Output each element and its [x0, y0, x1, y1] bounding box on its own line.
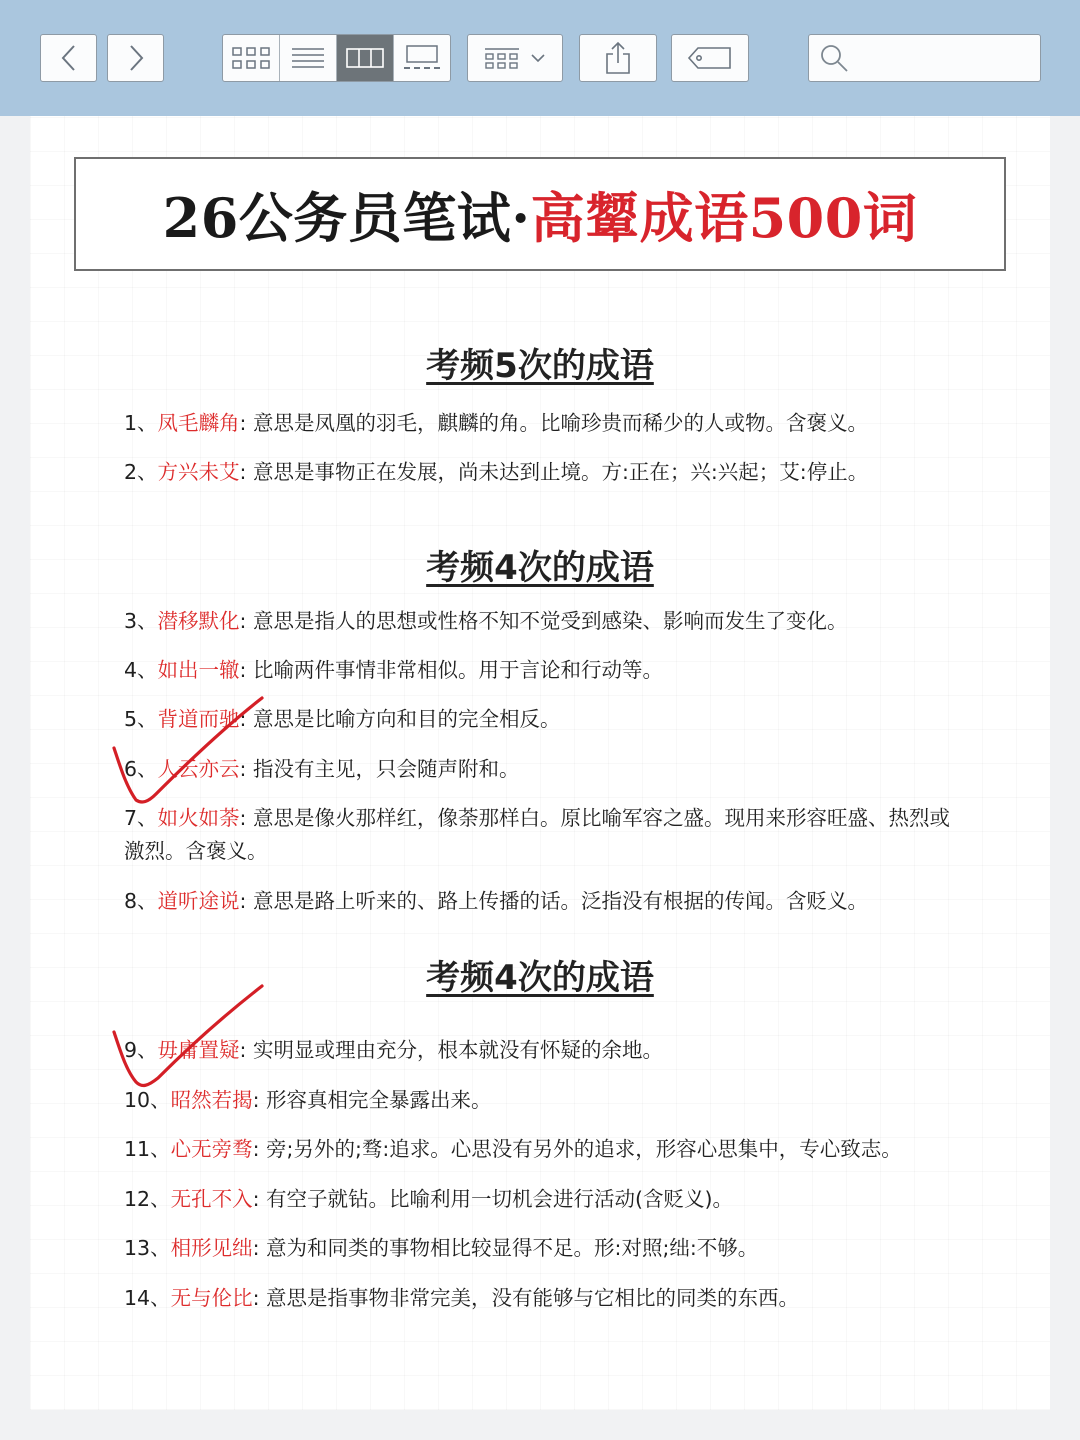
idiom: 无与伦比 [170, 1286, 253, 1310]
list-item: 13、相形见绌: 意为和同类的事物相比较显得不足。形:对照;绌:不够。 [124, 1236, 759, 1260]
idiom: 方兴未艾 [157, 460, 240, 484]
list-item: 8、道听途说: 意思是路上听来的、路上传播的话。泛指没有根据的传闻。含贬义。 [124, 889, 868, 913]
icon-view-button[interactable] [223, 35, 280, 81]
idiom: 毋庸置疑 [157, 1038, 240, 1062]
list-item: 11、心无旁骛: 旁;另外的;骛:追求。心思没有另外的追求，形容心思集中，专心致志。 [124, 1137, 902, 1161]
list-item: 3、潜移默化: 意思是指人的思想或性格不知不觉受到感染、影响而发生了变化。 [124, 609, 848, 633]
idiom: 相形见绌 [170, 1236, 253, 1260]
idiom: 如出一辙 [157, 658, 240, 682]
page-title [163, 176, 918, 253]
title-highlight: 高颦成语500词 [530, 185, 918, 250]
share-icon [603, 41, 633, 75]
group-by-button[interactable] [467, 34, 563, 82]
search-icon [819, 43, 849, 73]
list-item: 7、如火如荼: 意思是像火那样红，像荼那样白。原比喻军容之盛。现用来形容旺盛、热烈或激烈。含褒义。 [124, 806, 950, 863]
group-by-icon [484, 46, 520, 70]
column-view-button[interactable] [337, 35, 394, 81]
title-banner [74, 157, 1006, 271]
idiom: 昭然若揭 [170, 1088, 253, 1112]
list-view-button[interactable] [280, 35, 337, 81]
list-item: 9、毋庸置疑: 实明显或理由充分，根本就没有怀疑的余地。 [124, 1038, 663, 1062]
list-item: 12、无孔不入: 有空子就钻。比喻利用一切机会进行活动(含贬义)。 [124, 1187, 734, 1211]
idiom: 人云亦云 [157, 757, 240, 781]
idiom: 背道而驰 [157, 707, 240, 731]
list-item: 2、方兴未艾: 意思是事物正在发展，尚未达到止境。方:正在；兴:兴起；艾:停止。 [124, 460, 869, 484]
forward-button[interactable] [107, 34, 164, 82]
icon-grid-view-icon [231, 45, 271, 71]
list-item: 4、如出一辙: 比喻两件事情非常相似。用于言论和行动等。 [124, 658, 663, 682]
idiom: 无孔不入 [170, 1187, 253, 1211]
section-heading: 考频4次的成语 [426, 958, 654, 998]
list-item: 10、昭然若揭: 形容真相完全暴露出来。 [124, 1088, 492, 1112]
section-heading: 考频4次的成语 [426, 548, 654, 588]
share-button[interactable] [579, 34, 657, 82]
section-heading: 考频5次的成语 [426, 346, 654, 386]
list-view-icon [291, 46, 325, 70]
column-view-icon [345, 46, 385, 70]
list-item: 14、无与伦比: 意思是指事物非常完美，没有能够与它相比的同类的东西。 [124, 1286, 800, 1310]
idiom: 潜移默化 [157, 609, 240, 633]
list-item: 5、背道而驰: 意思是比喻方向和目的完全相反。 [124, 707, 561, 731]
list-item: 1、凤毛麟角: 意思是凤凰的羽毛，麒麟的角。比喻珍贵而稀少的人或物。含褒义。 [124, 411, 868, 435]
chevron-down-icon [530, 52, 546, 64]
tag-button[interactable] [671, 34, 749, 82]
list-item: 6、人云亦云: 指没有主见，只会随声附和。 [124, 757, 520, 781]
chevron-left-icon [59, 43, 79, 73]
idiom: 凤毛麟角 [157, 411, 240, 435]
back-button[interactable] [40, 34, 97, 82]
search-field[interactable] [808, 34, 1041, 82]
idiom: 心无旁骛 [170, 1137, 253, 1161]
document-page [30, 116, 1050, 1410]
finder-toolbar [0, 0, 1080, 116]
title-prefix: 26公务员笔试· [162, 185, 531, 250]
view-mode-segmented-control [222, 34, 451, 82]
chevron-right-icon [126, 43, 146, 73]
gallery-view-icon [402, 44, 442, 72]
search-input[interactable] [857, 40, 1037, 76]
tag-icon [686, 45, 734, 71]
gallery-view-button[interactable] [394, 35, 450, 81]
idiom: 如火如荼 [157, 806, 240, 830]
idiom: 道听途说 [157, 889, 240, 913]
